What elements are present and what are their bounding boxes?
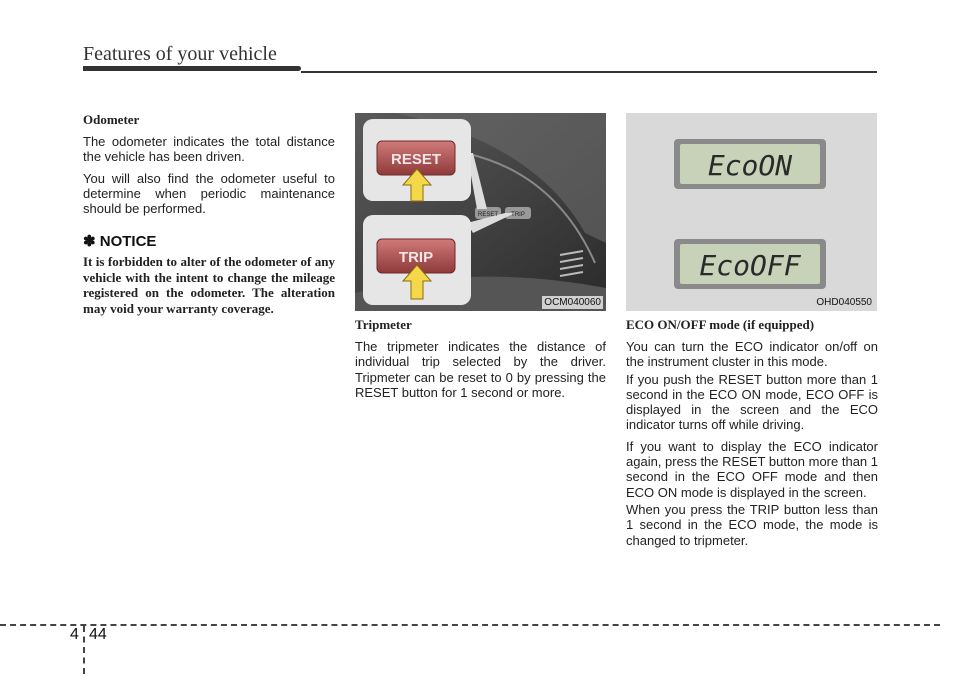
odometer-heading: Odometer — [83, 112, 140, 127]
header-rule — [301, 71, 877, 73]
odometer-section — [83, 112, 335, 316]
notice-text: It is forbidden to alter of the odometer of any vehicle with the intent to change the mileage registered on the odometer. The alteration may void your warranty coverage. — [83, 254, 335, 316]
chapter-number: 4 — [70, 626, 79, 643]
header-bar — [83, 66, 301, 71]
page-number: 44 — [89, 626, 107, 643]
small-trip-label: TRIP — [511, 212, 525, 218]
figure-eco-display — [626, 113, 877, 311]
eco-para-1: You can turn the ECO indicator on/off on the instrument cluster in this mode. — [626, 339, 878, 370]
tripmeter-heading: Tripmeter — [355, 317, 412, 332]
figure-code: OCM040060 — [544, 297, 601, 308]
eco-para-2: If you push the RESET button more than 1 second in the ECO ON mode, ECO OFF is displayed in the screen and the ECO indicator turns off while driving. — [626, 371, 878, 433]
odometer-para-2: You will also find the odometer useful to determine when periodic maintenance should be performed. — [83, 170, 335, 217]
odometer-para-1: The odometer indicates the total distance the vehicle has been driven. — [83, 134, 335, 165]
eco-off-display: EcoOFF — [699, 249, 801, 282]
figure-code: OHD040550 — [816, 297, 872, 308]
eco-section — [626, 317, 878, 554]
reset-label: RESET — [390, 151, 442, 168]
dashboard-illustration — [355, 113, 606, 311]
eco-para-3: If you want to display the ECO indicator again, press the RESET button more than 1 second in the ECO OFF mode and then ECO ON mode is displayed in the screen. — [626, 438, 878, 500]
notice-title: ✽ NOTICE — [83, 233, 157, 251]
eco-heading: ECO ON/OFF mode (if equipped) — [626, 317, 815, 332]
tripmeter-section — [355, 317, 606, 406]
figure-reset-trip-buttons — [355, 113, 606, 311]
trip-label: TRIP — [398, 249, 434, 266]
eco-para-4: When you press the TRIP button less than 1 second in the ECO mode, the mode is changed to tripmeter. — [626, 501, 878, 548]
footer-vertical-rule — [83, 626, 85, 674]
small-reset-label: RESET — [477, 212, 499, 218]
footer-dashed-rule — [0, 624, 940, 626]
page-header-title: Features of your vehicle — [83, 43, 277, 65]
tripmeter-para-1: The tripmeter indicates the distance of individual trip selected by the driver. Tripmeter can be reset to 0 by pressing the RESET button for 1 second or more. — [355, 339, 606, 400]
eco-on-display: EcoON — [707, 149, 793, 182]
eco-lcd-illustration — [626, 113, 877, 311]
